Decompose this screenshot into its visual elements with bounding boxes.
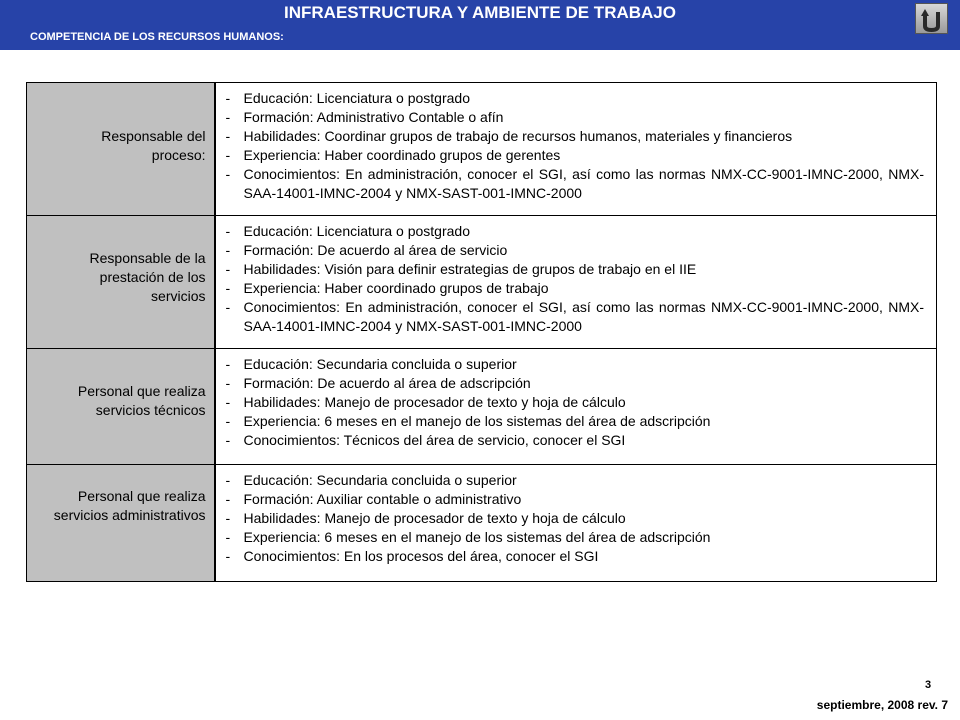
list-item: - Experiencia: 6 meses en el manejo de los sistemas del área de adscripción — [226, 528, 925, 547]
page-number: 3 — [925, 679, 932, 691]
list-item: - Educación: Licenciatura o postgrado — [226, 222, 925, 241]
list-item: - Educación: Licenciatura o postgrado — [226, 89, 925, 108]
competency-table — [26, 82, 937, 582]
role-label: Responsable de la prestación de los servicios — [89, 250, 206, 304]
list-item: - Habilidades: Coordinar grupos de trabajo de recursos humanos, materiales y financieros — [226, 127, 925, 146]
table-row — [27, 465, 937, 582]
role-cell — [27, 216, 215, 349]
list-item: - Educación: Secundaria concluida o superior — [226, 471, 925, 490]
requirements-list — [226, 355, 925, 450]
list-item: - Experiencia: 6 meses en el manejo de los sistemas del área de adscripción — [226, 412, 925, 431]
requirements-cell — [215, 465, 937, 582]
role-label: Personal que realiza servicios técnicos — [77, 383, 206, 418]
role-label: Responsable del proceso: — [101, 128, 206, 163]
list-item: - Habilidades: Manejo de procesador de texto y hoja de cálculo — [226, 393, 925, 412]
page-title: INFRAESTRUCTURA Y AMBIENTE DE TRABAJO — [284, 3, 676, 22]
list-item: - Formación: De acuerdo al área de adscripción — [226, 374, 925, 393]
table-row — [27, 83, 937, 216]
footer-date: septiembre, 2008 rev. 7 — [816, 698, 948, 712]
list-item: - Formación: Auxiliar contable o administrativo — [226, 490, 925, 509]
requirements-cell — [215, 216, 937, 349]
list-item: - Conocimientos: En los procesos del área, conocer el SGI — [226, 547, 925, 566]
table-row — [27, 349, 937, 465]
role-cell — [27, 349, 215, 465]
role-cell — [27, 465, 215, 582]
list-item: - Habilidades: Visión para definir estrategias de grupos de trabajo en el IIE — [226, 260, 925, 279]
list-item: - Formación: De acuerdo al área de servicio — [226, 241, 925, 260]
u-turn-back-icon — [916, 4, 947, 33]
header-bar — [0, 0, 960, 50]
list-item: - Conocimientos: Técnicos del área de servicio, conocer el SGI — [226, 431, 925, 450]
list-item: - Experiencia: Haber coordinado grupos de gerentes — [226, 146, 925, 165]
list-item: - Conocimientos: En administración, conocer el SGI, así como las normas NMX-CC-9001-IMNC-2000, NMX-SAA-14001-IMNC-2004 y NMX-SAST-001-IMNC-2000 — [226, 165, 925, 203]
list-item: - Educación: Secundaria concluida o superior — [226, 355, 925, 374]
role-label: Personal que realiza servicios administrativos — [53, 488, 206, 523]
role-cell — [27, 83, 215, 216]
section-subtitle: COMPETENCIA DE LOS RECURSOS HUMANOS: — [30, 31, 284, 43]
requirements-list — [226, 89, 925, 203]
requirements-cell — [215, 349, 937, 465]
requirements-cell — [215, 83, 937, 216]
list-item: - Conocimientos: En administración, conocer el SGI, así como las normas NMX-CC-9001-IMNC-2000, NMX-SAA-14001-IMNC-2004 y NMX-SAST-001-IMNC-2000 — [226, 298, 925, 336]
back-button[interactable] — [915, 3, 948, 34]
table-row — [27, 216, 937, 349]
requirements-list — [226, 471, 925, 566]
list-item: - Experiencia: Haber coordinado grupos de trabajo — [226, 279, 925, 298]
requirements-list — [226, 222, 925, 336]
list-item: - Formación: Administrativo Contable o afín — [226, 108, 925, 127]
list-item: - Habilidades: Manejo de procesador de texto y hoja de cálculo — [226, 509, 925, 528]
